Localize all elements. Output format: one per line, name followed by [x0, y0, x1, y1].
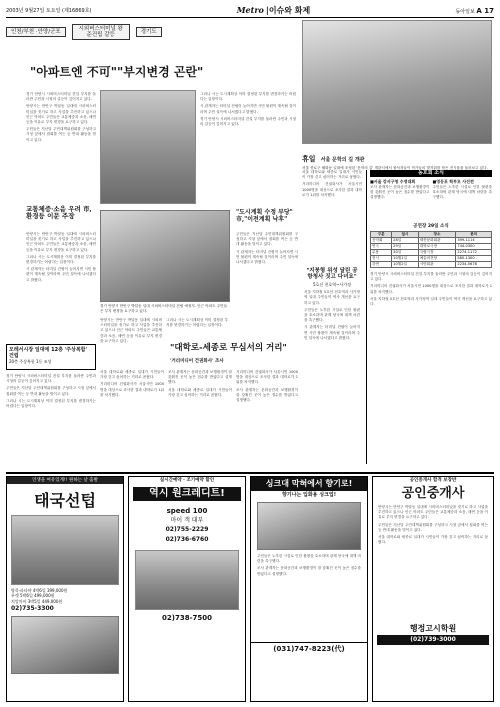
schedule-right-head: ■영등포 학부모 사진전: [432, 179, 474, 184]
ad4-title: 공인중개사: [401, 486, 465, 501]
table-cell: 시민회관: [418, 262, 456, 268]
table-cell: 29일: [392, 244, 419, 250]
table-cell: 744-0300: [456, 244, 492, 250]
lead-subheadline: 교통체증·소음 우려 市,환경등 이문 주장: [26, 205, 92, 221]
lead-para: 안양시는 만안구 박달동 일대에 시외버스터미널을 짓기로 하고 사업을 추진하고 있으나 인근 아파트 주민들은 교통체증과 소음, 매연 등을 이유로 부지 변경을 요구하고 있다.: [26, 232, 96, 252]
table-header: 장소: [418, 232, 456, 238]
event-title: 서울 문학의 길 개관: [320, 157, 365, 163]
table-cell: 세종문화회관: [418, 238, 456, 244]
ad3-title: 싱크대 막혀에서 향기로!: [251, 477, 367, 491]
lead-para: 시 관계자는 터미널 건립이 늦어지면 시민 불편이 계속될 것이라며 주민 설득에 나서겠다고 밝혔다.: [304, 325, 360, 340]
feature-para: 조사 관계자는 문화공간과 보행환경이 잘 갖춰진 곳이 높은 점수를 받았다고 설명했다.: [168, 370, 232, 385]
event-caption: 서울 종로구 혜화동 일대에 조성된 '문학의 길' 개관식에서 참석자들이 작가들의 발자취를 담은 전시물을 둘러보고 있다.: [302, 166, 488, 170]
notice-title: 모레서시장 일대에 12층 '주상복합' 건립: [9, 347, 88, 359]
table-cell: 예술의전당: [418, 256, 456, 262]
side-body: [304, 290, 360, 440]
ad2-top: 실시간예약 · 조기예약 할인: [159, 478, 215, 483]
table-cell: 강연: [371, 262, 392, 268]
feature-para: 조사 관계자는 문화공간과 보행환경이 잘 갖춰진 곳이 높은 점수를 받았다고 설명했다.: [236, 387, 298, 403]
lead-para: 안양시는 만안구 박달동 일대에 시외버스터미널을 짓기로 하고 사업을 추진하고 있으나 인근 아파트 주민들은 교통체증과 소음, 매연 등을 이유로 부지 변경을 요구하고 있다.: [26, 104, 96, 125]
masthead-right: [455, 7, 494, 15]
lead-para: 경기 안양시 시외버스터미널 건설 부지를 둘러싼 주민과 시청의 갈등이 깊어지고 있다.: [26, 92, 96, 102]
side-para: 서울 지하철 5호선 천호역과 사가정역 일대 주민들이 역사 개선을 요구하고 있다.: [304, 290, 360, 305]
apartment-photo: [100, 90, 196, 204]
ad1-line: 푸켓 5박6일 499,000원: [11, 593, 55, 599]
event-photo: [302, 20, 492, 144]
lead-para: 주민들은 지난달 주민대책위원회를 구성하고 시청 앞에서 집회를 여는 등 반대 활동을 벌이고 있다.: [6, 386, 96, 396]
ad3-photo: [257, 502, 361, 550]
lead-para: 안양시는 만안구 박달동 일대에 시외버스터미널을 짓기로 하고 사업을 추진하고 있으나 인근 아파트 주민들은 교통체증과 소음, 매연 등을 이유로 부지 변경을 요구하고 있다.: [378, 505, 488, 520]
ad1-line: 치앙마이 3박5일 449,000원: [11, 598, 63, 604]
tag-plan: 시외버스터미널 왕준건립 갈등: [72, 24, 130, 40]
notice-box: [6, 344, 96, 370]
table-cell: 30일: [392, 250, 419, 256]
table-header: 구분: [371, 232, 392, 238]
feature-para: 조사 관계자는 문화공간과 보행환경이 잘 갖춰진 곳이 높은 점수를 받았다고 설명했다.: [370, 185, 430, 200]
table-cell: 전시: [371, 256, 392, 262]
notice-body: [6, 374, 96, 470]
ad1-title: 태국선텁: [34, 491, 96, 510]
paper-name: 동아일보: [455, 8, 475, 15]
ad4-phone: (02)739-3000: [377, 635, 489, 645]
mid-body-b: [166, 318, 228, 340]
lead-body: [26, 92, 96, 192]
side-top-body: [302, 170, 362, 262]
ad3-body: [251, 552, 367, 642]
lead-para: 안양시는 만안구 박달동 일대에 시외버스터미널을 짓기로 하고 사업을 추진하고 있으나 인근 아파트 주민들은 교통체증과 소음, 매연 등을 이유로 부지 변경을 요구하고 있다.: [100, 318, 162, 343]
feature-para: 거리미디어 건권화사가 서울시민 1000명을 대상으로 조사한 결과 대학로가 1위를 차지했다.: [370, 284, 492, 294]
side-para: 주민들은 노후한 시설로 인한 불편을 호소하며 관계 당국에 대책 마련을 촉구했다.: [304, 307, 360, 323]
topic-tags: [6, 21, 296, 43]
table-cell: 580-1300: [456, 256, 492, 262]
ad2-line: speed 100: [166, 507, 208, 515]
ad3-sub: 향기나는 입화용 싱크업!: [281, 492, 337, 498]
table-cell: 대학로극장: [418, 244, 456, 250]
schedule-title: 동호회 소식: [370, 170, 492, 177]
feature-para: 거리미디어 건권화사가 서울시민 1000명을 대상으로 조사한 결과 대학로가 1위를 차지했다.: [236, 370, 298, 385]
ad2-line: 마이 객 대부: [170, 517, 204, 524]
ad1-line: 방콕·파타야 4박6일 399,000원: [11, 588, 68, 593]
feature-para: 서울 대학로와 세종로 일대가 시민들이 가장 걷고 싶어하는 거리로 꼽혔다.: [100, 370, 164, 380]
table-cell: 28일: [392, 238, 419, 244]
lead-para: 시 관계자는 터미널 건립이 늦어지면 시민 불편이 계속될 것이라며 주민 설득에 나서겠다고 밝혔다.: [26, 267, 96, 282]
lead-para: 그러나 시는 도시계획상 이미 결정된 부지를 변경하기는 어렵다는 입장이다.: [166, 318, 228, 328]
feature-body-b: [168, 370, 232, 470]
ad2-photo: [135, 550, 239, 610]
table-cell: 국립극장: [418, 250, 456, 256]
mid-body-a: [100, 318, 162, 343]
table-cell: 음악회: [371, 238, 392, 244]
lead-para: 경기 안양시 시외버스터미널 건설 부지를 둘러싼 주민과 시청의 갈등이 깊어지고 있다.: [370, 272, 492, 282]
ad4-body: [373, 503, 493, 623]
feature-para: 거리미디어 건권화사가 서울시민 1000명을 대상으로 조사한 결과 대학로가 1위를 차지했다.: [100, 382, 164, 397]
ad2-line: 02)736-6760: [165, 536, 209, 543]
table-cell: 399-1114: [456, 238, 492, 244]
schedule-extra-body: [370, 272, 492, 392]
table-cell: 무용: [371, 250, 392, 256]
schedule-left-body: [370, 185, 430, 221]
table-row: [371, 262, 492, 268]
side-para: 서울 지하철 5호선 천호역과 사가정역 일대 주민들이 역사 개선을 요구하고 있다.: [370, 296, 492, 307]
page-number: A 17: [476, 6, 494, 15]
lead-para: 주민들은 지난달 주민대책위원회를 구성하고 시청 앞에서 집회를 여는 등 반대 활동을 벌이고 있다.: [26, 127, 96, 142]
ad2-phone: 02)738-7500: [162, 614, 212, 622]
lead-body-2: [200, 92, 296, 204]
ad-sink: [250, 476, 368, 702]
issue-date: 2003년 9월27일 토요일 (제16869호): [6, 8, 92, 14]
feature-subheadline: '거리미디어 건권화사' 조사: [170, 359, 224, 364]
ad4-school: 행정고시학원: [409, 624, 457, 633]
feature-body-a: [100, 370, 164, 470]
tag-location: 인천/부천 ·안양/군포: [6, 27, 66, 37]
lead-para: 경기 안양시 시외버스터미널 건설 부지를 둘러싼 주민과 시청의 갈등이 깊어지고 있다.: [6, 374, 96, 384]
table-header: 문의: [456, 232, 492, 238]
table-cell: 10월1일: [392, 256, 419, 262]
ad2-line: 02)755-2229: [165, 526, 209, 533]
lead-para: 그러나 시는 도시계획상 이미 결정된 부지를 변경하기는 어렵다는 입장이다.: [26, 254, 96, 265]
ad-realtor-school: [372, 476, 494, 702]
table-cell: 10월2일: [392, 262, 419, 268]
table-cell: 연극: [371, 244, 392, 250]
ad-thai-tour: [6, 476, 124, 702]
feature-para: 서울 대학로와 세종로 일대가 시민들이 가장 걷고 싶어하는 거리로 꼽혔다.: [302, 170, 362, 180]
ad3-phone: (031)747-8223(代): [251, 642, 367, 655]
feature-headline: "대학로-세종로 무심서의 거리": [170, 343, 287, 353]
ad1-photo: [11, 515, 119, 585]
feature-para: 서울 대학로와 세종로 일대가 시민들이 가장 걷고 싶어하는 거리로 꼽혔다.: [168, 387, 232, 397]
lead-para: 시 관계자는 터미널 건립이 늦어지면 시민 불편이 계속될 것이라며 주민 설득에 나서겠다고 밝혔다.: [236, 249, 298, 265]
feature-body-c: [236, 370, 298, 470]
lead-para: 주민들은 지난달 주민대책위원회를 구성하고 시청 앞에서 집회를 여는 등 반대 활동을 벌이고 있다.: [378, 522, 488, 532]
schedule-table: [370, 231, 492, 268]
ad1-top: 인생을 여유있게!! 원하는 날 출발: [7, 477, 123, 484]
left-column-body: [26, 232, 96, 337]
quote-body: [236, 232, 298, 314]
lead-para: 경기 안양시 시외버스터미널 건설 부지를 둘러싼 주민과 시청의 갈등이 깊어지고 있다.: [200, 116, 296, 127]
side-headline: "지붕형 위성 달린 공항청사 짓고 다녀요": [306, 268, 358, 281]
page-header: [6, 4, 494, 18]
table-header: 일시: [392, 232, 419, 238]
ad2-title: 역시 원크레디트!: [133, 487, 241, 501]
table-cell: 2234-5678: [456, 262, 492, 268]
lead-para: 시 관계자는 터미널 건립이 늦어지면 시민 불편이 계속될 것이라며 주민 설득에 나서겠다고 밝혔다.: [200, 104, 296, 114]
event-label: 휴일: [302, 154, 316, 163]
notice-sub: 20층 주상복합 1동 조성: [9, 359, 52, 364]
lead-headline: "아파트엔 不可""부지변경 곤란": [30, 65, 204, 79]
feature-para: 서울 대학로와 세종로 일대가 시민들이 가장 걷고 싶어하는 거리로 꼽혔다.: [378, 535, 488, 545]
side-para: 주민들은 노후한 시설로 인한 불편을 호소하며 관계 당국에 대책 마련을 촉구했다.: [432, 185, 492, 200]
terminal-site-photo: [100, 210, 230, 302]
event-block: [302, 146, 492, 170]
ad4-top: 공인중개사 합격 보장반: [409, 478, 457, 483]
feature-para: 조사 관계자는 문화공간과 보행환경이 잘 갖춰진 곳이 높은 점수를 받았다고 설명했다.: [257, 566, 361, 576]
tag-region: 경기도: [136, 27, 162, 37]
ad1-phone: 02)735-3300: [11, 605, 54, 613]
section-name: 이슈와 화제: [268, 5, 311, 15]
schedule-left-head: ■서울 강서구청 수영대회: [370, 179, 416, 184]
side-subheadline: 5호선 천호역~사가정: [312, 282, 352, 288]
lead-para: 주민들은 지난달 주민대책위원회를 구성하고 시청 앞에서 집회를 여는 등 반대 활동을 벌이고 있다.: [236, 232, 298, 247]
schedule-table-title: 공연장 29일 소식: [413, 224, 449, 229]
terminal-photo-caption: 경기 안양시 만안구 박달동 일대 시외버스터미널 건립 예정지. 인근 아파트 주민들은 부지 변경을 요구하고 있다.: [100, 304, 228, 313]
schedule-right-body: [433, 185, 493, 221]
side-para: 주민들은 노후한 시설로 인한 불편을 호소하며 관계 당국에 대책 마련을 촉구했다.: [257, 554, 362, 564]
ad-divider: [6, 472, 494, 474]
lead-para: 그러나 시는 도시계획상 이미 결정된 부지를 변경하기는 어렵다는 입장이다.: [200, 92, 296, 102]
feature-para: 거리미디어 건권화사가 서울시민 1000명을 대상으로 조사한 결과 대학로가 1위를 차지했다.: [302, 182, 362, 197]
lead-para: 그러나 시는 도시계획상 이미 결정된 부지를 변경하기는 어렵다는 입장이다.: [6, 398, 96, 409]
ad-loan: [128, 476, 246, 702]
ad1-photo-2: [11, 616, 119, 674]
section-title: Metro |이슈와 화제: [236, 5, 311, 15]
quote-headline: "도시계획 수정 부당" 市,"이전계획 낙후": [236, 209, 293, 223]
table-cell: 2274-1172: [456, 250, 492, 256]
schedule-panel: [366, 170, 492, 464]
section-metro: Metro: [236, 5, 264, 15]
